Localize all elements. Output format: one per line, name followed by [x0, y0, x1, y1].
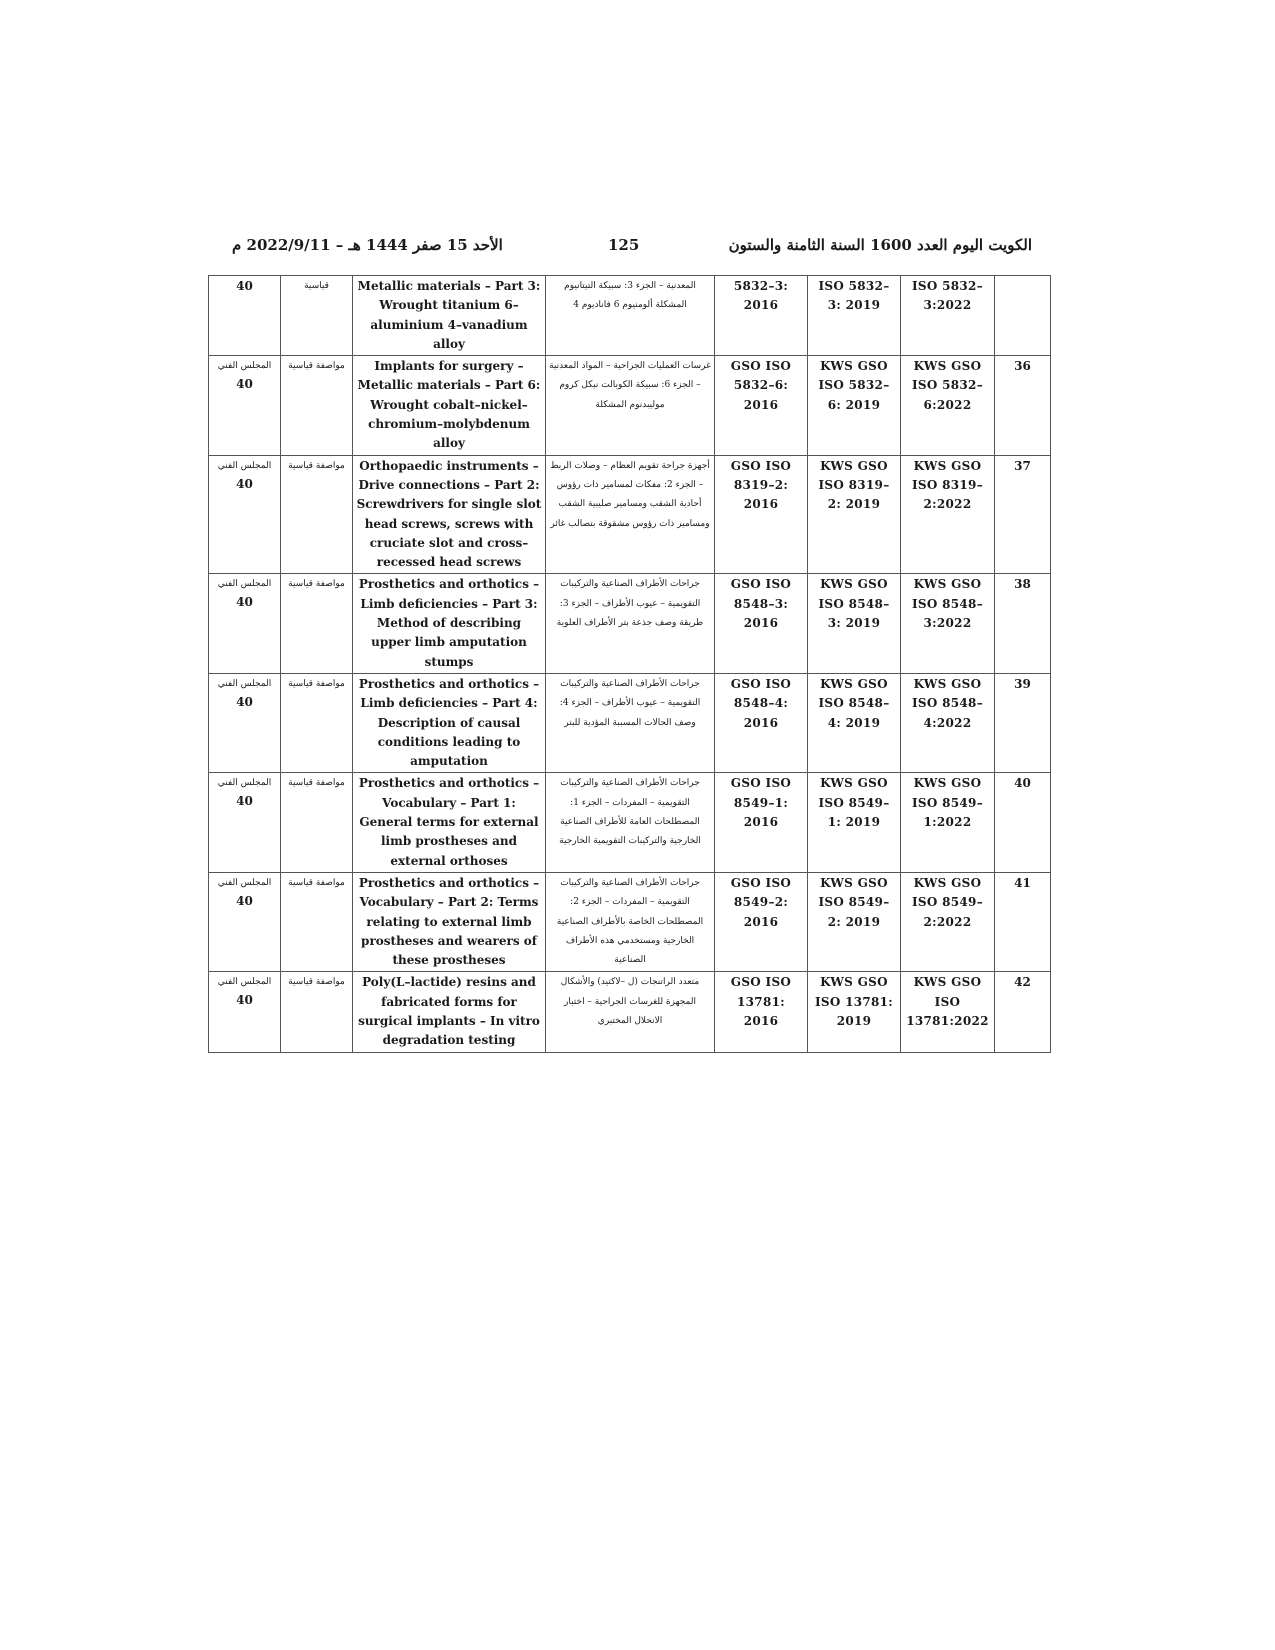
page-header: [232, 236, 1032, 262]
council-cell: [209, 673, 281, 772]
standard-type: مواصفة قياسية: [281, 972, 353, 1052]
council-label: المجلس الفني: [217, 579, 272, 590]
gso-code: GSO ISO 8548–4: 2016: [715, 673, 808, 772]
kws-old-code: KWS GSO ISO 8319– 2: 2019: [808, 455, 901, 574]
table-row: [209, 356, 1051, 455]
council-cell: [209, 276, 281, 356]
kws-old-code: KWS GSO ISO 5832– 6: 2019: [808, 356, 901, 455]
title-arabic: أجهزة جراحة تقويم العظام – وصلات الربط – الجزء 2: مفكات لمسامير ذات رؤوس أحادية الشقب ومسامير صليبية الشقب ومسامير ذات رؤوس مشقوقة بتصالب غائر: [546, 455, 715, 574]
row-number: [995, 276, 1051, 356]
kws-new-code: KWS GSO ISO 8549– 2:2022: [901, 872, 995, 971]
title-english: Orthopaedic instruments – Drive connections – Part 2: Screwdrivers for single slot head screws, screws with cruciate slot and cross–recessed head screws: [353, 455, 546, 574]
council-number: 40: [236, 694, 253, 709]
council-number: 40: [236, 476, 253, 491]
council-label: المجلس الفني: [217, 778, 272, 789]
kws-new-code: KWS GSO ISO 13781:2022: [901, 972, 995, 1052]
standard-type: مواصفة قياسية: [281, 773, 353, 872]
row-number: 38: [995, 574, 1051, 673]
kws-new-code: KWS GSO ISO 8319– 2:2022: [901, 455, 995, 574]
table-row: [209, 574, 1051, 673]
council-cell: [209, 455, 281, 574]
table-row: [209, 276, 1051, 356]
standard-type: مواصفة قياسية: [281, 356, 353, 455]
council-label: المجلس الفني: [217, 977, 272, 988]
table-row: [209, 673, 1051, 772]
kws-old-code: KWS GSO ISO 13781: 2019: [808, 972, 901, 1052]
council-cell: [209, 574, 281, 673]
council-label: المجلس الفني: [217, 460, 272, 471]
row-number: 41: [995, 872, 1051, 971]
table-row: [209, 773, 1051, 872]
table-row: [209, 455, 1051, 574]
title-english: Metallic materials – Part 3: Wrought titanium 6–aluminium 4–vanadium alloy: [353, 276, 546, 356]
standard-type: مواصفة قياسية: [281, 872, 353, 971]
council-number: 40: [236, 279, 253, 293]
page-number: 125: [608, 236, 640, 254]
title-arabic: المعدنية – الجزء 3: سبيكة التيتانيوم المشكلة ألومنيوم 6 فاناديوم 4: [546, 276, 715, 356]
gso-code: GSO ISO 5832–6: 2016: [715, 356, 808, 455]
council-cell: [209, 356, 281, 455]
title-arabic: جراحات الأطراف الصناعية والتركيبات التقويمية – المفردات – الجزء 2: المصطلحات الخاصة بالأطراف الصناعية الخارجية ومستخدمي هذه الأطراف الصناعية: [546, 872, 715, 971]
kws-new-code: KWS GSO ISO 5832– 6:2022: [901, 356, 995, 455]
gso-code: 5832–3: 2016: [715, 276, 808, 356]
title-arabic: جراحات الأطراف الصناعية والتركيبات التقويمية – عيوب الأطراف – الجزء 4: وصف الحالات المسببة المؤدية للبتر: [546, 673, 715, 772]
council-number: 40: [236, 794, 253, 809]
kws-new-code: KWS GSO ISO 8548– 4:2022: [901, 673, 995, 772]
council-number: 40: [236, 595, 253, 610]
title-english: Implants for surgery – Metallic materials – Part 6: Wrought cobalt–nickel–chromium–molybdenum alloy: [353, 356, 546, 455]
gazette-title: الكويت اليوم العدد 1600 السنة الثامنة والستون: [728, 236, 1032, 254]
kws-old-code: KWS GSO ISO 8548– 4: 2019: [808, 673, 901, 772]
council-number: 40: [236, 377, 253, 392]
title-arabic: جراحات الأطراف الصناعية والتركيبات التقويمية – المفردات – الجزء 1: المصطلحات العامة للأطراف الصناعية الخارجية والتركيبات التقويمية الخارجية: [546, 773, 715, 872]
title-english: Prosthetics and orthotics – Limb deficiencies – Part 3: Method of describing upper limb amputation stumps: [353, 574, 546, 673]
title-english: Prosthetics and orthotics – Vocabulary – Part 2: Terms relating to external limb prostheses and wearers of these prostheses: [353, 872, 546, 971]
title-english: Poly(L–lactide) resins and fabricated forms for surgical implants – In vitro degradation testing: [353, 972, 546, 1052]
row-number: 36: [995, 356, 1051, 455]
row-number: 39: [995, 673, 1051, 772]
row-number: 40: [995, 773, 1051, 872]
gso-code: GSO ISO 8549–2: 2016: [715, 872, 808, 971]
council-label: المجلس الفني: [217, 877, 272, 888]
kws-new-code: KWS GSO ISO 8549– 1:2022: [901, 773, 995, 872]
gso-code: GSO ISO 13781: 2016: [715, 972, 808, 1052]
title-arabic: متعدد الراتنجات (ل –لاكتيد) والأشكال المجهزة للغرسات الجراحية – اختبار الانحلال المختبري: [546, 972, 715, 1052]
gso-code: GSO ISO 8548–3: 2016: [715, 574, 808, 673]
standard-type: مواصفة قياسية: [281, 574, 353, 673]
title-arabic: جراحات الأطراف الصناعية والتركيبات التقويمية – عيوب الأطراف – الجزء 3: طريقة وصف جذعة بتر الأطراف العلوية: [546, 574, 715, 673]
kws-old-code: KWS GSO ISO 8549– 1: 2019: [808, 773, 901, 872]
standards-table: [208, 275, 1051, 1053]
council-label: المجلس الفني: [217, 678, 272, 689]
standard-type: مواصفة قياسية: [281, 455, 353, 574]
gso-code: GSO ISO 8319–2: 2016: [715, 455, 808, 574]
kws-old-code: ISO 5832– 3: 2019: [808, 276, 901, 356]
gso-code: GSO ISO 8549–1: 2016: [715, 773, 808, 872]
header-date: الأحد 15 صفر 1444 هـ – 2022/9/11 م: [232, 236, 503, 254]
kws-old-code: KWS GSO ISO 8548– 3: 2019: [808, 574, 901, 673]
title-english: Prosthetics and orthotics – Limb deficiencies – Part 4: Description of causal conditions leading to amputation: [353, 673, 546, 772]
kws-old-code: KWS GSO ISO 8549– 2: 2019: [808, 872, 901, 971]
council-cell: [209, 773, 281, 872]
council-label: المجلس الفني: [217, 361, 272, 372]
title-arabic: غرسات العمليات الجراحية – المواد المعدنية – الجزء 6: سبيكة الكوبالت نيكل كروم موليبدنوم المشكلة: [546, 356, 715, 455]
table-row: [209, 872, 1051, 971]
standard-type: مواصفة قياسية: [281, 673, 353, 772]
council-cell: [209, 872, 281, 971]
kws-new-code: ISO 5832– 3:2022: [901, 276, 995, 356]
row-number: 37: [995, 455, 1051, 574]
kws-new-code: KWS GSO ISO 8548– 3:2022: [901, 574, 995, 673]
row-number: 42: [995, 972, 1051, 1052]
table-row: [209, 972, 1051, 1052]
council-number: 40: [236, 893, 253, 908]
standard-type: قياسية: [281, 276, 353, 356]
title-english: Prosthetics and orthotics – Vocabulary – Part 1: General terms for external limb prostheses and external orthoses: [353, 773, 546, 872]
council-number: 40: [236, 993, 253, 1008]
council-cell: [209, 972, 281, 1052]
